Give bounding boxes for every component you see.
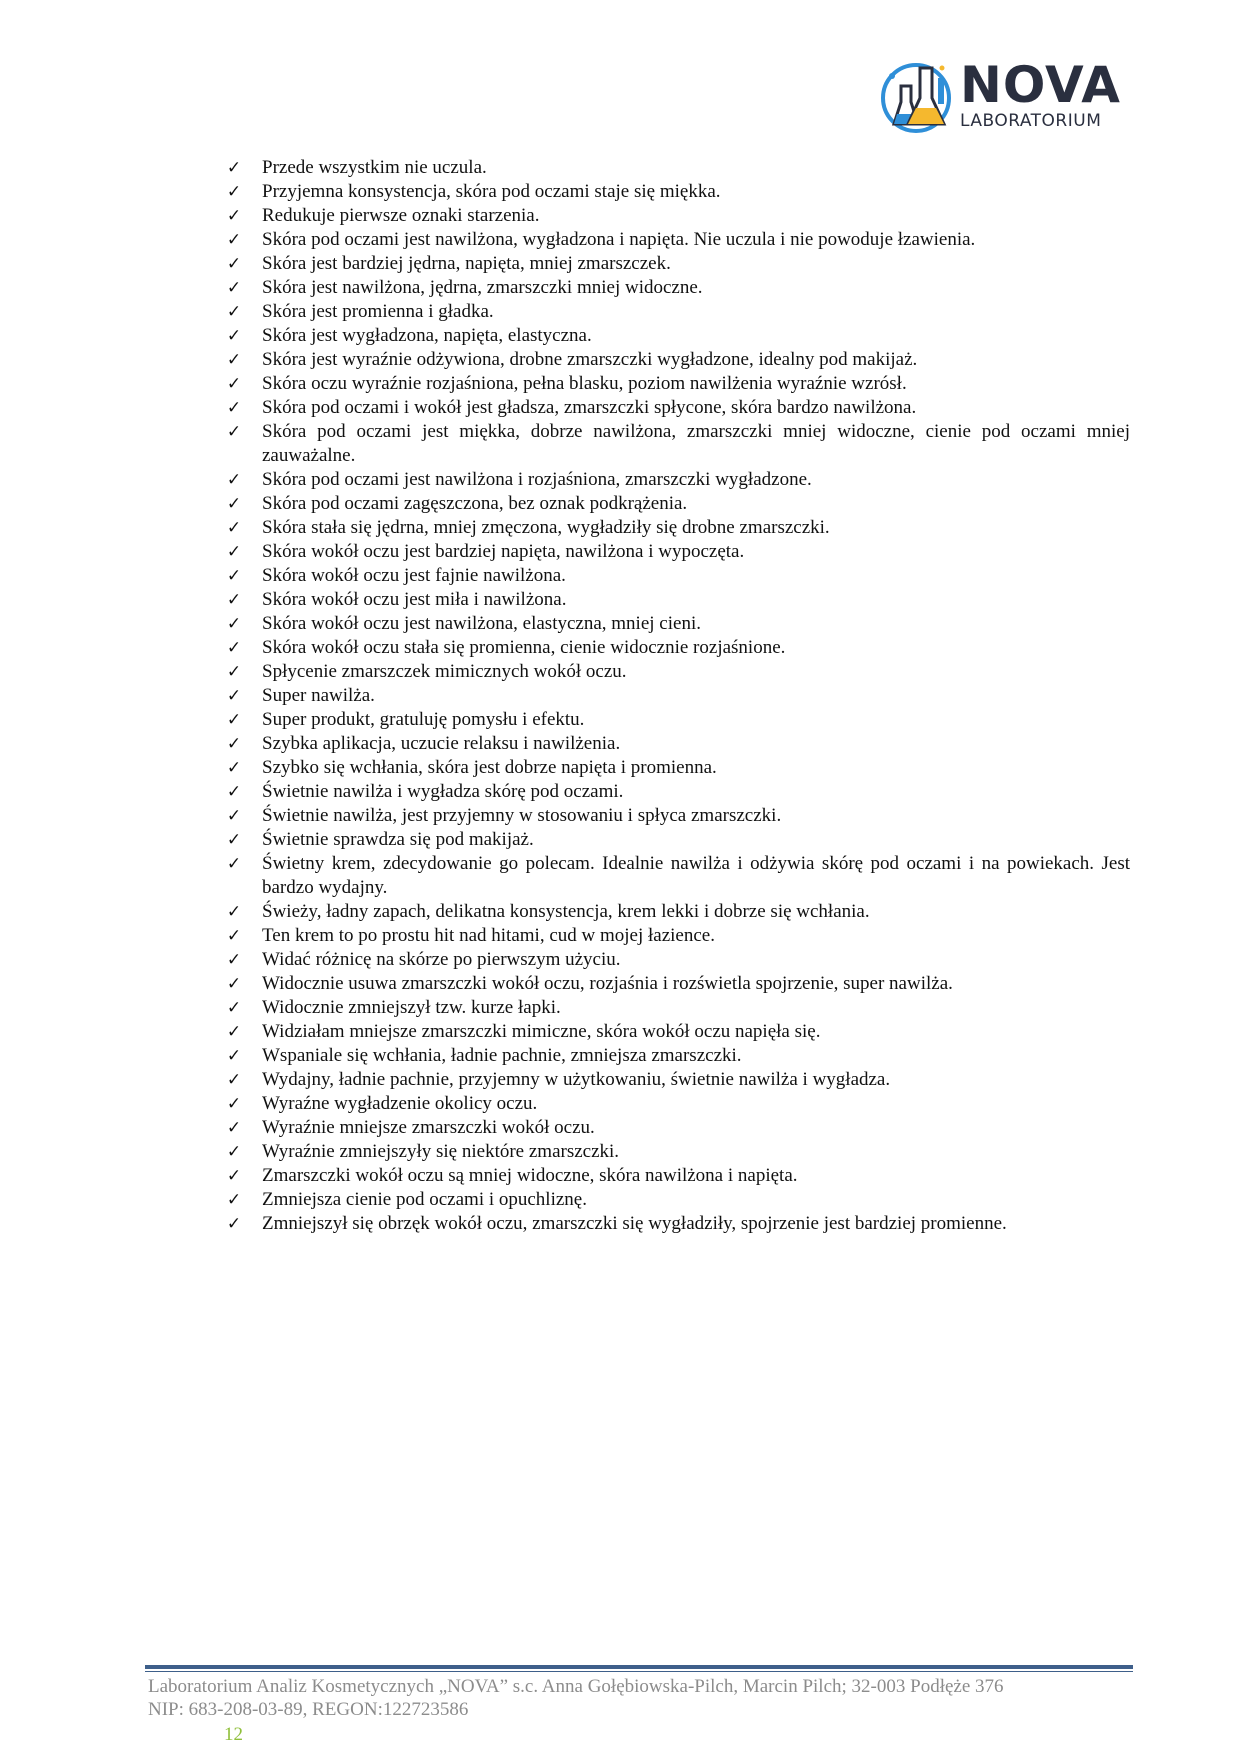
footer-line-2: NIP: 683-208-03-89, REGON:122723586 xyxy=(148,1699,469,1720)
list-item xyxy=(222,564,1130,588)
list-item-text: Świeży, ładny zapach, delikatna konsystencja, krem lekki i dobrze się wchłania. xyxy=(262,901,870,922)
list-item xyxy=(222,804,1130,828)
checkmark-icon: ✓ xyxy=(226,182,242,202)
checkmark-icon: ✓ xyxy=(226,758,242,778)
checkmark-icon: ✓ xyxy=(226,494,242,514)
checkmark-icon: ✓ xyxy=(226,638,242,658)
checkmark-icon: ✓ xyxy=(226,734,242,754)
list-item xyxy=(222,588,1130,612)
checkmark-icon: ✓ xyxy=(226,1142,242,1162)
opinion-list xyxy=(222,156,1130,1236)
list-item-text: Szybko się wchłania, skóra jest dobrze napięta i promienna. xyxy=(262,757,717,778)
list-item xyxy=(222,492,1130,516)
list-item xyxy=(222,372,1130,396)
checkmark-icon: ✓ xyxy=(226,422,242,442)
checkmark-icon: ✓ xyxy=(226,326,242,346)
list-item xyxy=(222,252,1130,276)
list-item xyxy=(222,420,1130,468)
footer-line-1: Laboratorium Analiz Kosmetycznych „NOVA” s.c. Anna Gołębiowska-Pilch, Marcin Pilch; 32-003 Podłęże 376 xyxy=(148,1676,1004,1697)
footer-divider xyxy=(145,1665,1133,1672)
list-item-text: Skóra pod oczami i wokół jest gładsza, zmarszczki spłycone, skóra bardzo nawilżona. xyxy=(262,397,917,418)
checkmark-icon: ✓ xyxy=(226,614,242,634)
list-item-text: Widziałam mniejsze zmarszczki mimiczne, skóra wokół oczu napięła się. xyxy=(262,1021,821,1042)
list-item xyxy=(222,276,1130,300)
list-item-text: Ten krem to po prostu hit nad hitami, cud w mojej łazience. xyxy=(262,925,715,946)
list-item xyxy=(222,228,1130,252)
list-item xyxy=(222,996,1130,1020)
checkmark-icon: ✓ xyxy=(226,782,242,802)
lab-flask-icon xyxy=(880,58,954,134)
list-item xyxy=(222,852,1130,900)
list-item-text: Wspaniale się wchłania, ładnie pachnie, zmniejsza zmarszczki. xyxy=(262,1045,742,1066)
list-item-text: Przede wszystkim nie uczula. xyxy=(262,157,487,178)
checkmark-icon: ✓ xyxy=(226,854,242,874)
checkmark-icon: ✓ xyxy=(226,590,242,610)
list-item xyxy=(222,180,1130,204)
list-item-text: Widać różnicę na skórze po pierwszym użyciu. xyxy=(262,949,621,970)
list-item-text: Skóra jest wyraźnie odżywiona, drobne zmarszczki wygładzone, idealny pod makijaż. xyxy=(262,349,918,370)
checkmark-icon: ✓ xyxy=(226,830,242,850)
checkmark-icon: ✓ xyxy=(226,302,242,322)
list-item-text: Skóra wokół oczu jest fajnie nawilżona. xyxy=(262,565,566,586)
checkmark-icon: ✓ xyxy=(226,926,242,946)
list-item xyxy=(222,396,1130,420)
list-item-text: Skóra pod oczami zagęszczona, bez oznak podkrążenia. xyxy=(262,493,688,514)
list-item-text: Skóra oczu wyraźnie rozjaśniona, pełna blasku, poziom nawilżenia wyraźnie wzrósł. xyxy=(262,373,907,394)
list-item xyxy=(222,708,1130,732)
list-item xyxy=(222,540,1130,564)
list-item-text: Skóra jest nawilżona, jędrna, zmarszczki mniej widoczne. xyxy=(262,277,703,298)
checkmark-icon: ✓ xyxy=(226,542,242,562)
footer-address xyxy=(148,1675,1148,1721)
checkmark-icon: ✓ xyxy=(226,1046,242,1066)
checkmark-icon: ✓ xyxy=(226,374,242,394)
list-item xyxy=(222,156,1130,180)
list-item-text: Skóra wokół oczu jest bardziej napięta, nawilżona i wypoczęta. xyxy=(262,541,745,562)
page-number: 12 xyxy=(224,1724,243,1745)
list-item-text: Świetnie nawilża, jest przyjemny w stosowaniu i spłyca zmarszczki. xyxy=(262,805,782,826)
list-item-text: Skóra jest bardziej jędrna, napięta, mniej zmarszczek. xyxy=(262,253,671,274)
list-item xyxy=(222,1212,1130,1236)
list-item xyxy=(222,684,1130,708)
checkmark-icon: ✓ xyxy=(226,950,242,970)
list-item xyxy=(222,660,1130,684)
checkmark-icon: ✓ xyxy=(226,518,242,538)
logo-name: NOVA xyxy=(960,56,1122,114)
list-item xyxy=(222,636,1130,660)
list-item-text: Skóra jest wygładzona, napięta, elastyczna. xyxy=(262,325,592,346)
checkmark-icon: ✓ xyxy=(226,902,242,922)
checkmark-icon: ✓ xyxy=(226,998,242,1018)
checkmark-icon: ✓ xyxy=(226,278,242,298)
checkmark-icon: ✓ xyxy=(226,974,242,994)
nova-logo xyxy=(880,58,1120,136)
checkmark-icon: ✓ xyxy=(226,1118,242,1138)
list-item xyxy=(222,300,1130,324)
checkmark-icon: ✓ xyxy=(226,230,242,250)
checkmark-icon: ✓ xyxy=(226,1214,242,1234)
list-item-text: Zmarszczki wokół oczu są mniej widoczne, skóra nawilżona i napięta. xyxy=(262,1165,798,1186)
list-item xyxy=(222,948,1130,972)
list-item xyxy=(222,900,1130,924)
list-item-text: Widocznie usuwa zmarszczki wokół oczu, rozjaśnia i rozświetla spojrzenie, super nawilża. xyxy=(262,973,953,994)
list-item xyxy=(222,612,1130,636)
list-item-text: Wyraźnie zmniejszyły się niektóre zmarszczki. xyxy=(262,1141,620,1162)
list-item xyxy=(222,756,1130,780)
list-item xyxy=(222,1044,1130,1068)
list-item xyxy=(222,1188,1130,1212)
checkmark-icon: ✓ xyxy=(226,566,242,586)
list-item xyxy=(222,1116,1130,1140)
list-item-text: Przyjemna konsystencja, skóra pod oczami staje się miękka. xyxy=(262,181,721,202)
checkmark-icon: ✓ xyxy=(226,1166,242,1186)
checkmark-icon: ✓ xyxy=(226,158,242,178)
checkmark-icon: ✓ xyxy=(226,1190,242,1210)
list-item-text: Skóra pod oczami jest miękka, dobrze nawilżona, zmarszczki mniej widoczne, cienie pod oczami mniej zauważalne. xyxy=(262,421,1130,466)
list-item xyxy=(222,1164,1130,1188)
logo-subtitle: LABORATORIUM xyxy=(960,111,1102,131)
checkmark-icon: ✓ xyxy=(226,1070,242,1090)
list-item-text: Skóra jest promienna i gładka. xyxy=(262,301,494,322)
list-item-text: Super nawilża. xyxy=(262,685,375,706)
checkmark-icon: ✓ xyxy=(226,398,242,418)
list-item-text: Skóra pod oczami jest nawilżona i rozjaśniona, zmarszczki wygładzone. xyxy=(262,469,812,490)
list-item xyxy=(222,468,1130,492)
list-item-text: Skóra pod oczami jest nawilżona, wygładzona i napięta. Nie uczula i nie powoduje łzawienia. xyxy=(262,229,976,250)
checkmark-icon: ✓ xyxy=(226,710,242,730)
list-item-text: Wyraźnie mniejsze zmarszczki wokół oczu. xyxy=(262,1117,595,1138)
list-item xyxy=(222,780,1130,804)
list-item xyxy=(222,1092,1130,1116)
checkmark-icon: ✓ xyxy=(226,662,242,682)
checkmark-icon: ✓ xyxy=(226,206,242,226)
list-item-text: Skóra stała się jędrna, mniej zmęczona, wygładziły się drobne zmarszczki. xyxy=(262,517,830,538)
list-item xyxy=(222,516,1130,540)
list-item-text: Wydajny, ładnie pachnie, przyjemny w użytkowaniu, świetnie nawilża i wygładza. xyxy=(262,1069,891,1090)
checkmark-icon: ✓ xyxy=(226,350,242,370)
checkmark-icon: ✓ xyxy=(226,686,242,706)
list-item xyxy=(222,204,1130,228)
checkmark-icon: ✓ xyxy=(226,1022,242,1042)
list-item-text: Skóra wokół oczu stała się promienna, cienie widocznie rozjaśnione. xyxy=(262,637,786,658)
list-item-text: Redukuje pierwsze oznaki starzenia. xyxy=(262,205,540,226)
list-item xyxy=(222,348,1130,372)
list-item xyxy=(222,972,1130,996)
list-item xyxy=(222,828,1130,852)
list-item-text: Zmniejsza cienie pod oczami i opuchliznę. xyxy=(262,1189,587,1210)
list-item-text: Zmniejszył się obrzęk wokół oczu, zmarszczki się wygładziły, spojrzenie jest bardziej promienne. xyxy=(262,1213,1007,1234)
list-item-text: Świetnie sprawdza się pod makijaż. xyxy=(262,829,534,850)
list-item-text: Świetny krem, zdecydowanie go polecam. Idealnie nawilża i odżywia skórę pod oczami i na powiekach. Jest bardzo wydajny. xyxy=(262,853,1130,898)
list-item xyxy=(222,1020,1130,1044)
list-item-text: Skóra wokół oczu jest miła i nawilżona. xyxy=(262,589,567,610)
list-item xyxy=(222,324,1130,348)
checkmark-icon: ✓ xyxy=(226,470,242,490)
list-item-text: Spłycenie zmarszczek mimicznych wokół oczu. xyxy=(262,661,627,682)
list-item-text: Skóra wokół oczu jest nawilżona, elastyczna, mniej cieni. xyxy=(262,613,701,634)
list-item xyxy=(222,924,1130,948)
checkmark-icon: ✓ xyxy=(226,1094,242,1114)
list-item-text: Świetnie nawilża i wygładza skórę pod oczami. xyxy=(262,781,624,802)
list-item-text: Wyraźne wygładzenie okolicy oczu. xyxy=(262,1093,538,1114)
list-item xyxy=(222,732,1130,756)
list-item xyxy=(222,1140,1130,1164)
checkmark-icon: ✓ xyxy=(226,254,242,274)
list-item-text: Widocznie zmniejszył tzw. kurze łapki. xyxy=(262,997,561,1018)
list-item-text: Super produkt, gratuluję pomysłu i efektu. xyxy=(262,709,585,730)
list-item-text: Szybka aplikacja, uczucie relaksu i nawilżenia. xyxy=(262,733,621,754)
checkmark-icon: ✓ xyxy=(226,806,242,826)
list-item xyxy=(222,1068,1130,1092)
